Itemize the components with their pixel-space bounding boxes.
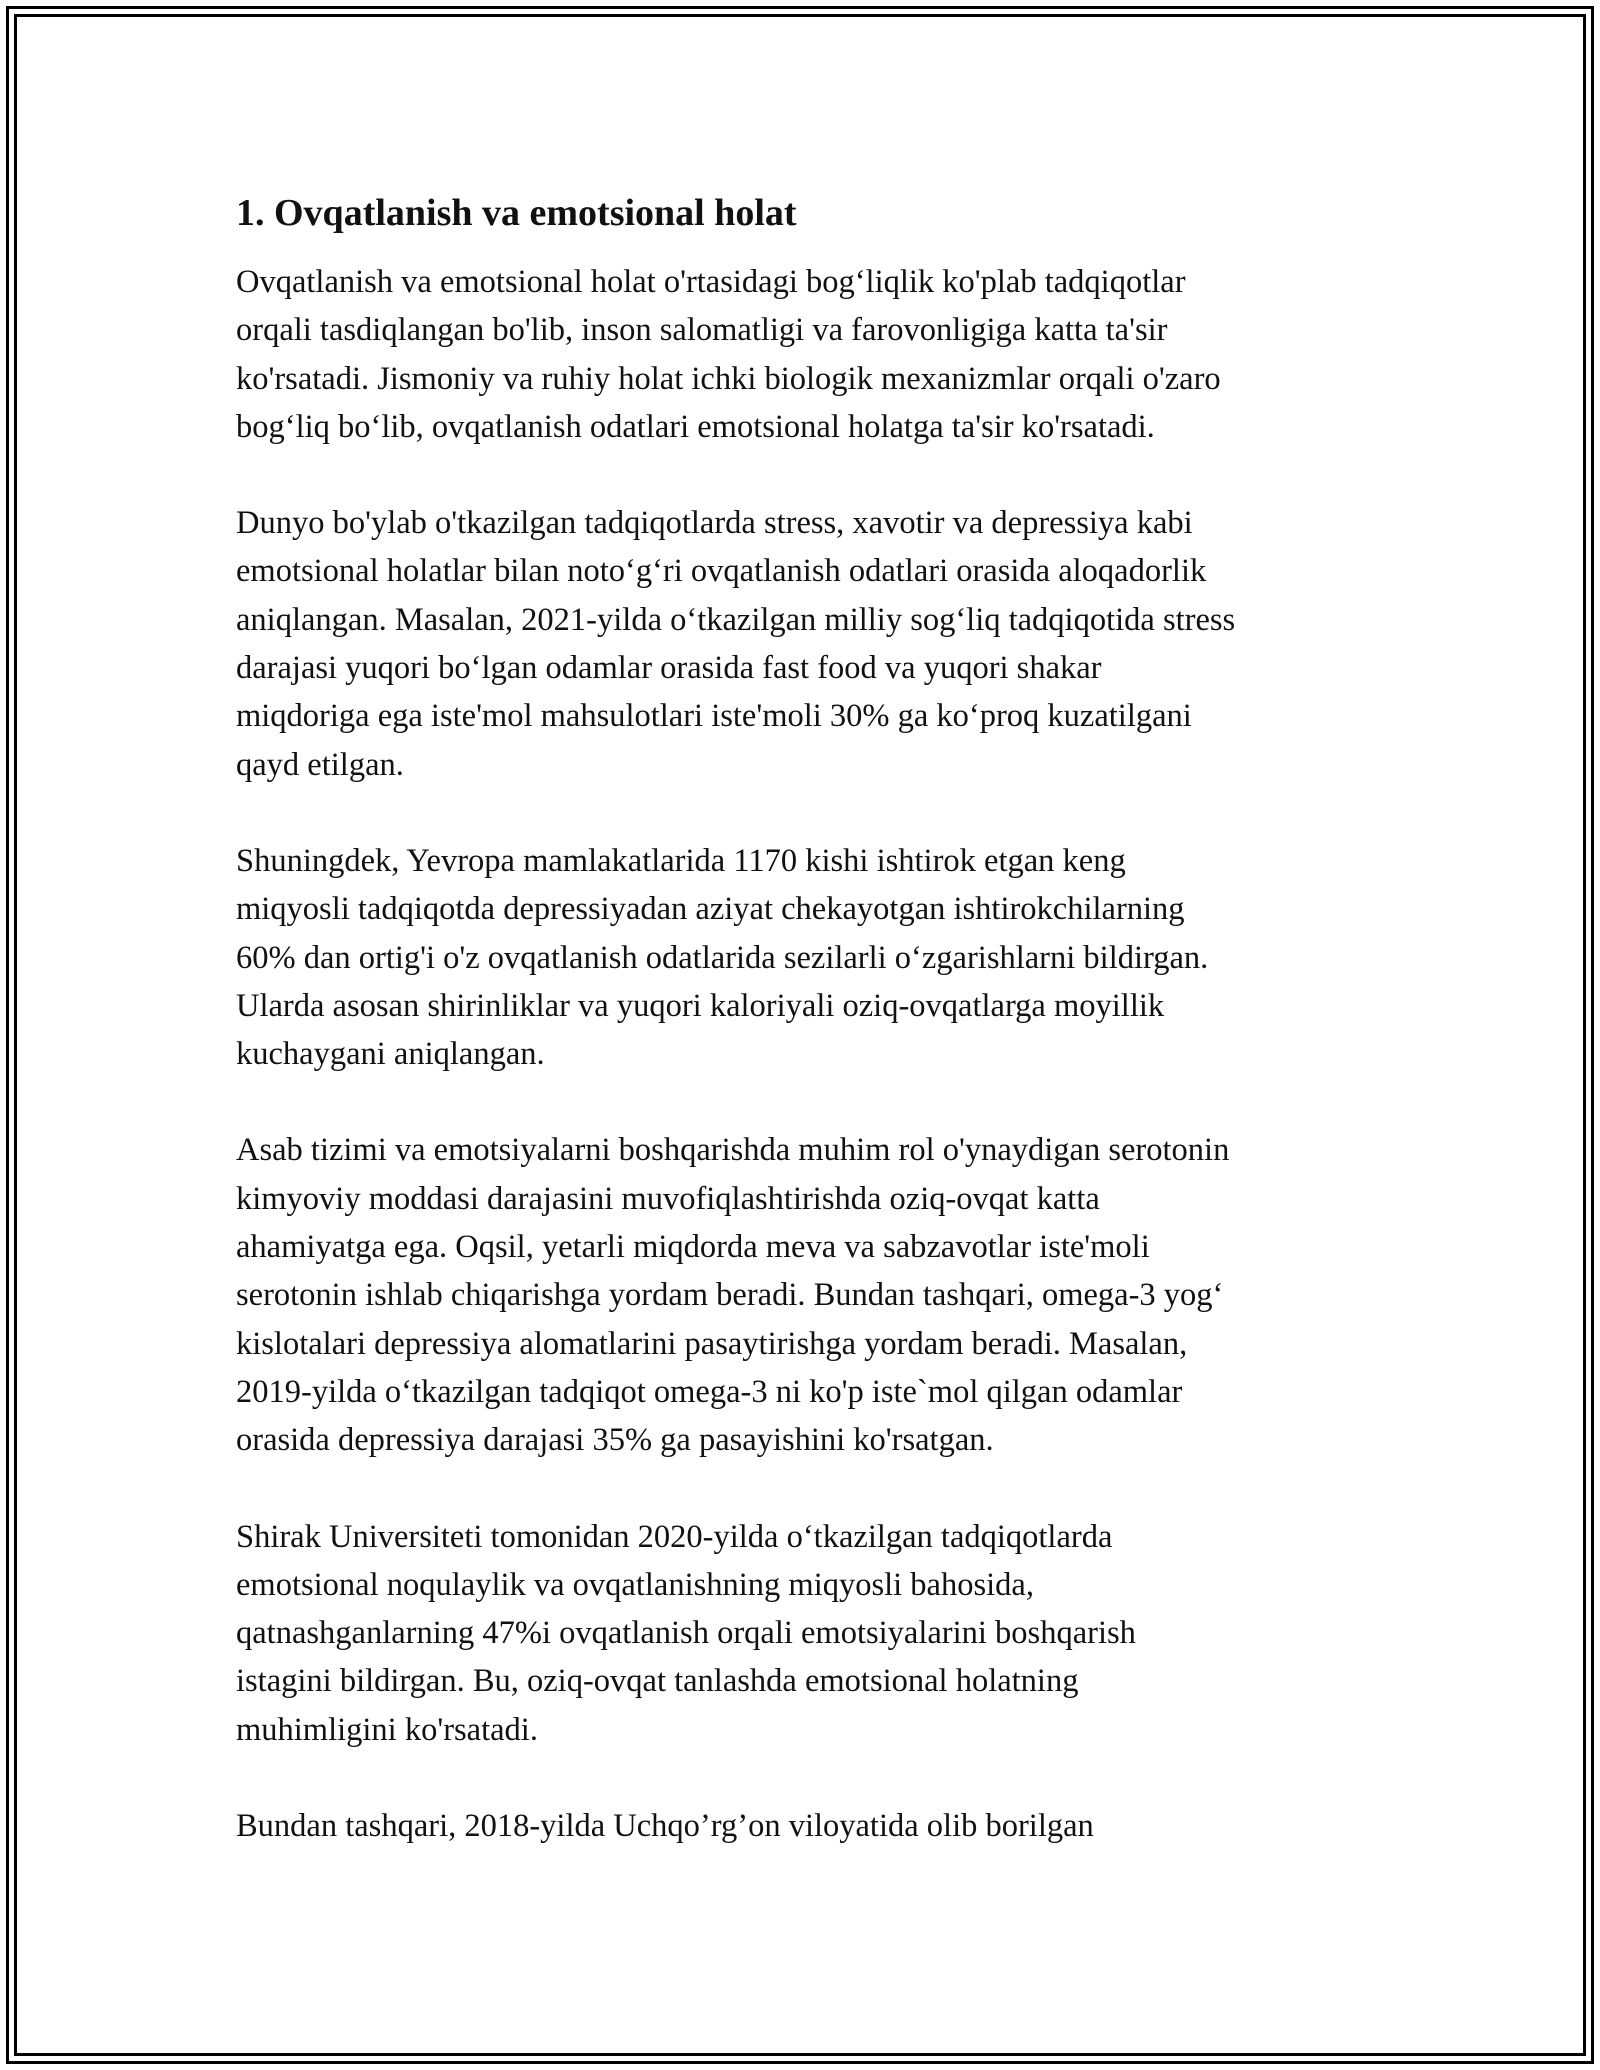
paragraph-5: Shirak Universiteti tomonidan 2020-yilda o‘tkazilgan tadqiqotlarda emotsional noqulaylik va ovqatlanishning miqyosli bahosida, qatnashganlarning 47%i ovqatlanish orqali emotsiyalarini boshqarish istagini bildirgan. Bu, oziq-ovqat tanlashda emotsional holatning muhimligini ko'rsatadi. — [236, 1518, 1136, 1748]
paragraph-3: Shuningdek, Yevropa mamlakatlarida 1170 kishi ishtirok etgan keng miqyosli tadqiqotda depressiyadan aziyat chekayotgan ishtirokchilarning 60% dan ortig'i o'z ovqatlanish odatlarida sezilarli o‘zgarishlarni bildirgan. Ularda asosan shirinliklar va yuqori kaloriyali oziq-ovqatlarga moyillik kuchaygani aniqlangan. — [236, 842, 1209, 1073]
paragraph-6: Bundan tashqari, 2018-yilda Uchqo’rg’on viloyatida olib borilgan — [236, 1808, 1094, 1845]
document-body — [236, 186, 1376, 1898]
section-heading: 1. Ovqatlanish va emotsional holat — [236, 192, 797, 234]
paragraph-4: Asab tizimi va emotsiyalarni boshqarishda muhim rol o'ynaydigan serotonin kimyoviy moddasi darajasini muvofiqlashtirishda oziq-ovqat katta ahamiyatga ega. Oqsil, yetarli miqdorda meva va sabzavotlar iste'moli serotonin ishlab chiqarishga yordam beradi. Bundan tashqari, omega-3 yog‘ kislotalari depressiya alomatlarini pasaytirishga yordam beradi. Masalan, 2019-yilda o‘tkazilgan tadqiqot omega-3 ni ko'p iste`mol qilgan odamlar orasida depressiya darajasi 35% ga pasayishini ko'rsatgan. — [236, 1132, 1230, 1459]
paragraph-2: Dunyo bo'ylab o'tkazilgan tadqiqotlarda stress, xavotir va depressiya kabi emotsional holatlar bilan noto‘g‘ri ovqatlanish odatlari orasida aloqadorlik aniqlangan. Masalan, 2021-yilda o‘tkazilgan milliy sog‘liq tadqiqotida stress darajasi yuqori bo‘lgan odamlar orasida fast food va yuqori shakar miqdoriga ega iste'mol mahsulotlari iste'moli 30% ga ko‘proq kuzatilgani qayd etilgan. — [236, 505, 1236, 783]
paragraph-1: Ovqatlanish va emotsional holat o'rtasidagi bog‘liqlik ko'plab tadqiqotlar orqali tasdiqlangan bo'lib, inson salomatligi va farovonligiga katta ta'sir ko'rsatadi. Jismoniy va ruhiy holat ichki biologik mexanizmlar orqali o'zaro bog‘liq bo‘lib, ovqatlanish odatlari emotsional holatga ta'sir ko'rsatadi. — [236, 264, 1221, 445]
